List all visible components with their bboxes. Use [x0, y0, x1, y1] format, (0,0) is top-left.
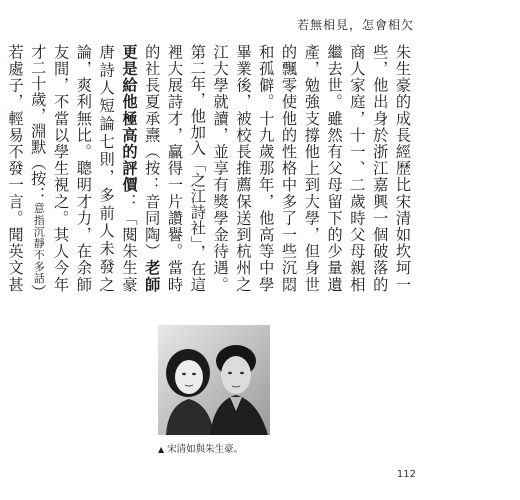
paragraph-2b: ）若處子，輕易不發一言。聞英文甚: [6, 44, 48, 292]
photo-caption: [158, 441, 243, 455]
annotation-note: 意指沉靜不多話: [32, 202, 46, 284]
page-number: 112: [396, 469, 416, 480]
running-head: 若無相見，怎會相欠: [296, 18, 414, 32]
caption-triangle-icon: ▲: [158, 445, 165, 454]
paragraph-1-bold: 老師更是給他極高的評價: [120, 44, 162, 292]
paragraph-2a: ：「閱朱生豪唐詩人短論七則，多前人未發之論，爽利無比。聰明才力，在余師友間，不當以學生視之。其人今年才二十歲，淵默（按：: [29, 44, 139, 292]
caption-text: 宋清如與朱生豪。: [167, 444, 244, 455]
paragraph-1: 朱生豪的成長經歷比宋清如坎坷一些，他出身於浙江嘉興一個破落的商人家庭，十一、二歲時父母親相繼去世。雖然有父母留下的少量遺產，勉強支撐他上到大學，但身世的飄零使他的性格中多了一些沉悶和孤僻。十九歲那年，他高等中學畢業後，被校長推薦保送到杭州之江大學就讀，並享有獎學金待遇。第二年，他加入「之江詩社」，在這裡大展詩才，贏得一片讚譽。當時的社長夏承燾（按：音同陶）: [143, 44, 412, 292]
couple-portrait-image: [158, 325, 270, 435]
couple-photo: [158, 325, 270, 435]
vertical-body-text: [6, 44, 414, 292]
